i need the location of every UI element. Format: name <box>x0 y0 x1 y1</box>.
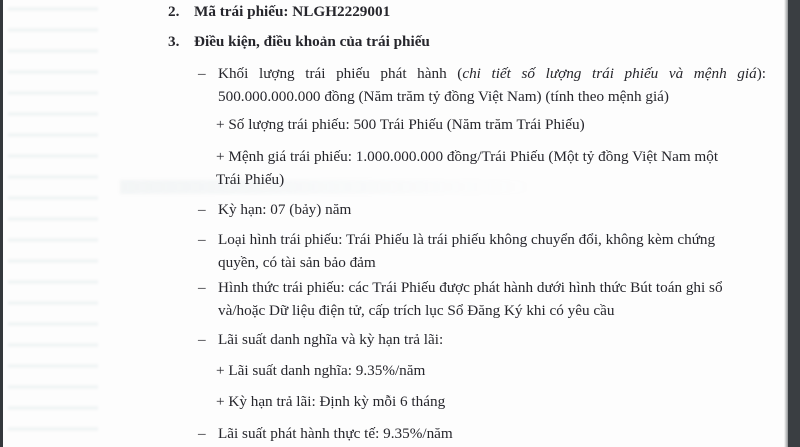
bullet-loai-hinh-trai-phieu <box>198 228 768 274</box>
section-heading-3: Điều kiện, điều khoản của trái phiếu <box>194 33 430 50</box>
subitem-line-text: Trái Phiếu) <box>216 171 285 188</box>
bullet-hinh-thuc-trai-phieu <box>198 276 778 322</box>
dash-bullet-marker: – <box>198 201 206 218</box>
subitem-line-text: + Mệnh giá trái phiếu: 1.000.000.000 đồng/Trái Phiếu (Một tỷ đồng Việt Nam một <box>216 148 719 165</box>
bullet-line-text: Lãi suất danh nghĩa và kỳ hạn trả lãi: <box>218 331 444 348</box>
bullet-line-tail: ): <box>756 65 766 82</box>
section-number-2: 2. <box>168 3 180 20</box>
section-item-2 <box>168 2 748 22</box>
bullet-lai-suat-danh-nghia-va-ky-han-tra-lai <box>198 328 443 351</box>
section-number-3: 3. <box>168 33 180 50</box>
section-heading-2: Mã trái phiếu: <box>194 3 289 20</box>
dash-bullet-marker: – <box>198 331 206 348</box>
subitem-line-text: + Số lượng trái phiếu: 500 Trái Phiếu (Năm trăm Trái Phiếu) <box>216 116 585 133</box>
subitem-line-text: + Lãi suất danh nghĩa: 9.35%/năm <box>216 362 426 379</box>
bullet-khoi-luong-trai-phieu <box>198 62 766 108</box>
bullet-line-text: Khối lượng trái phiếu phát hành ( <box>218 65 463 82</box>
subitem-so-luong-trai-phieu <box>216 113 585 136</box>
bullet-line-italic: chi tiết số lượng trái phiếu và mệnh giá <box>462 65 757 82</box>
bullet-line-text: 500.000.000.000 đồng (Năm trăm tỷ đồng Việt Nam) (tính theo mệnh giá) <box>218 88 669 105</box>
subitem-lai-suat-danh-nghia <box>216 359 425 382</box>
bullet-line-text: Loại hình trái phiếu: Trái Phiếu là trái phiếu không chuyển đổi, không kèm chứng <box>218 231 716 248</box>
bullet-line-text: Hình thức trái phiếu: các Trái Phiếu được phát hành dưới hình thức Bút toán ghi sổ <box>218 279 723 296</box>
dash-bullet-marker: – <box>198 65 206 82</box>
bullet-line-text: và/hoặc Dữ liệu điện tử, cấp trích lục Sổ Đăng Ký khi có yêu cầu <box>218 302 615 319</box>
scan-edge-shadow-right <box>788 0 800 447</box>
subitem-line-text: + Kỳ hạn trả lãi: Định kỳ mỗi 6 tháng <box>216 393 446 410</box>
subitem-menh-gia-trai-phieu <box>216 145 776 191</box>
bullet-line-text: Lãi suất phát hành thực tế: 9.35%/năm <box>218 425 453 442</box>
bullet-line-text: quyền, có tài sản bảo đảm <box>218 254 376 271</box>
bullet-line-text: Kỳ hạn: 07 (bảy) năm <box>218 201 352 218</box>
bullet-ky-han <box>198 198 351 221</box>
dash-bullet-marker: – <box>198 231 206 248</box>
bullet-lai-suat-phat-hanh-thuc-te <box>198 422 453 445</box>
scan-edge-shadow-left <box>0 0 3 447</box>
dash-bullet-marker: – <box>198 425 206 442</box>
bond-code-value: NLGH2229001 <box>292 3 391 20</box>
section-item-3 <box>168 32 748 52</box>
dash-bullet-marker: – <box>198 279 206 296</box>
subitem-ky-han-tra-lai <box>216 390 445 413</box>
